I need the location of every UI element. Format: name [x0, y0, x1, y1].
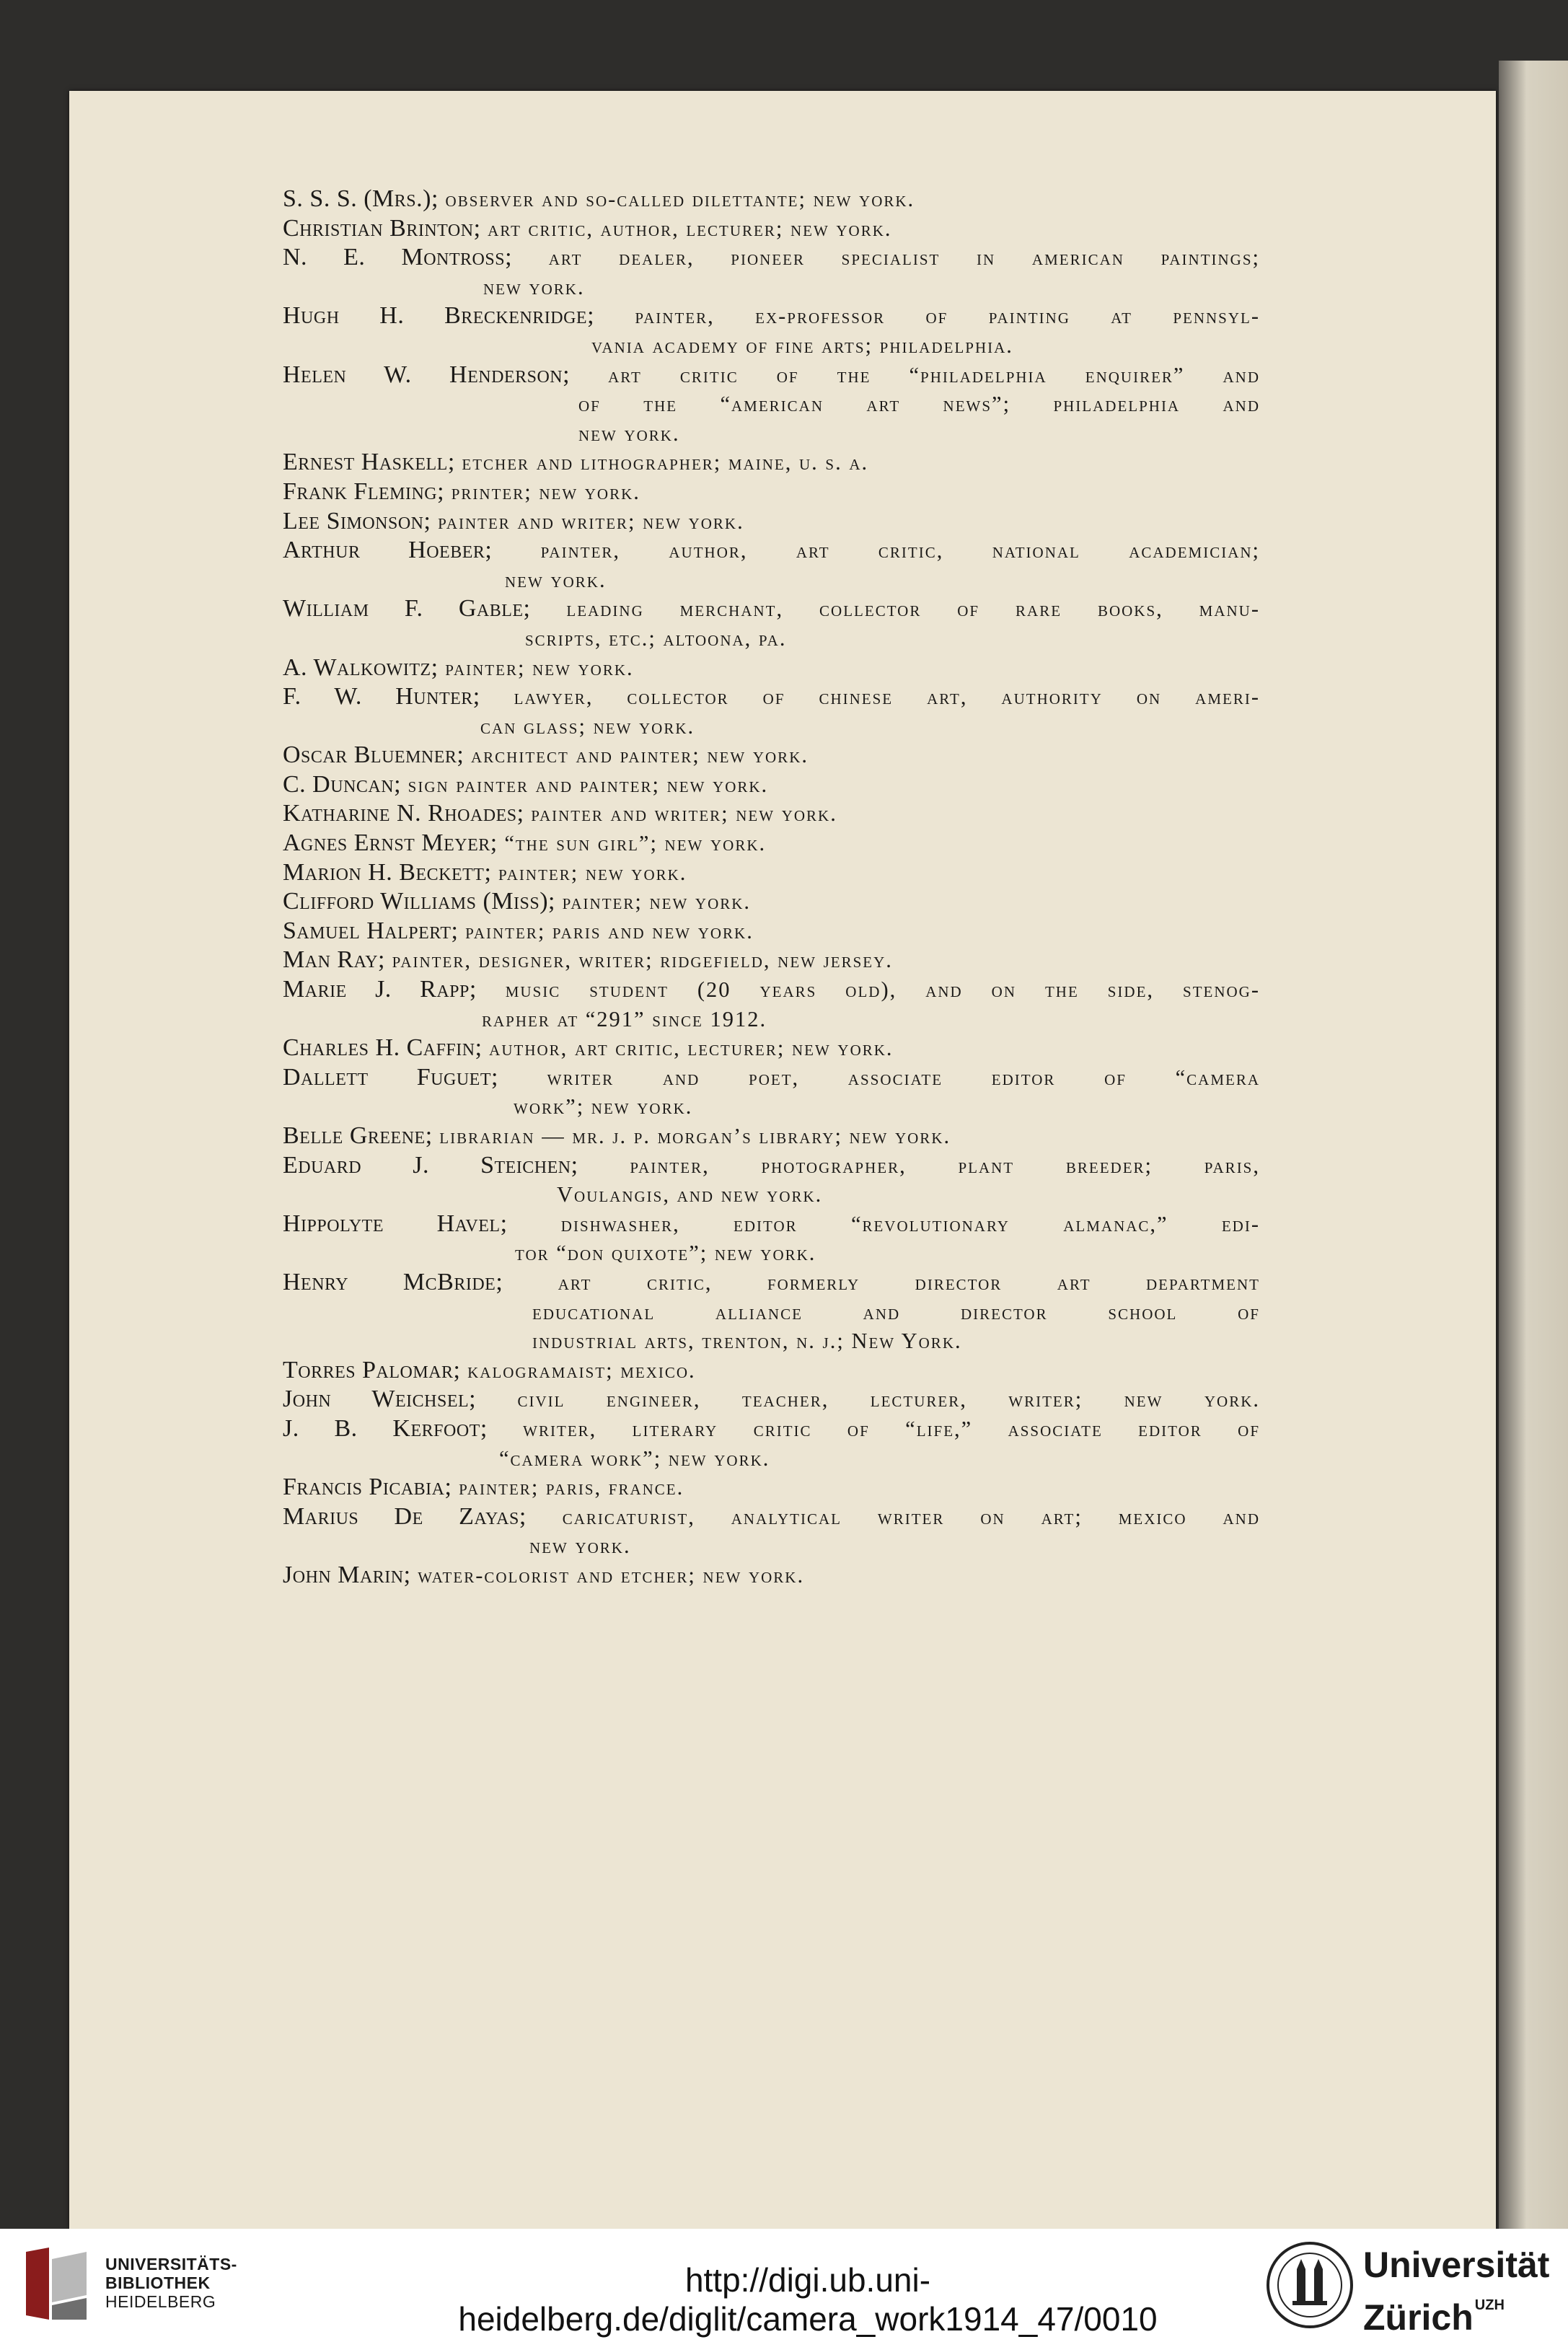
entry-line	[283, 858, 1260, 888]
entry-line	[283, 243, 1260, 273]
library-line-3: HEIDELBERG	[105, 2292, 216, 2311]
contributor-name: Helen W. Henderson;	[283, 361, 571, 388]
contributor-name: Oscar Bluemner;	[283, 741, 464, 769]
entry	[283, 536, 1260, 594]
contributor-description: work”; new york.	[514, 1094, 693, 1119]
entry	[283, 1502, 1260, 1561]
contributor-description: new york.	[529, 1533, 631, 1559]
entry-continuation-line	[482, 1005, 1260, 1034]
entry-continuation-line	[532, 1326, 1260, 1356]
contributor-name: Charles H. Caffin;	[283, 1034, 483, 1062]
contributor-name: Dallett Fuguet;	[283, 1063, 498, 1091]
entry-line	[283, 1063, 1260, 1093]
entry-continuation-line	[483, 273, 1260, 302]
entry-line	[283, 917, 1260, 946]
entry-continuation-line	[591, 331, 1260, 361]
entry	[283, 858, 1260, 888]
entry-line	[283, 1561, 1260, 1590]
contributor-description: “the sun girl”; new york.	[497, 831, 767, 856]
entry-line	[283, 1473, 1260, 1502]
entry	[283, 477, 1260, 507]
contributor-name: Arthur Hoeber;	[283, 537, 493, 564]
contributor-name: Ernest Haskell;	[283, 449, 455, 476]
entry-line	[283, 1034, 1260, 1063]
contributor-description: new york.	[578, 421, 680, 446]
entry	[283, 917, 1260, 946]
entry-line	[283, 1122, 1260, 1151]
contributor-description: vania academy of fine arts; philadelphia.	[591, 333, 1013, 358]
contributor-name: Francis Picabia;	[283, 1474, 452, 1501]
entry	[283, 594, 1260, 653]
contributor-description: writer, literary critic of “life,” associate editor of	[487, 1416, 1260, 1441]
contributor-description: painter; new york.	[555, 889, 752, 915]
entry	[283, 946, 1260, 975]
contributor-description: observer and so-called dilettante; new york.	[438, 187, 915, 211]
entry	[283, 1414, 1260, 1473]
contributor-description: tor “don quixote”; new york.	[515, 1241, 816, 1266]
entry	[283, 1473, 1260, 1502]
contributor-description: caricaturist, analytical writer on art; mexico and	[526, 1504, 1260, 1529]
contributor-description: water-colorist and etcher; new york.	[410, 1562, 805, 1588]
footer-bar	[0, 2229, 1568, 2342]
entry-line	[283, 1268, 1260, 1298]
entry-continuation-line	[505, 565, 1260, 595]
contributor-description: painter, author, art critic, national academician;	[492, 538, 1260, 563]
contributor-name: Marius De Zayas;	[283, 1502, 527, 1530]
contributor-description: painter, designer, writer; ridgefield, new jersey.	[384, 948, 893, 973]
entry-line	[283, 1385, 1260, 1414]
contributor-description: civil engineer, teacher, lecturer, writer; new york.	[476, 1387, 1260, 1412]
contributor-name: Hippolyte Havel;	[283, 1210, 508, 1237]
contributor-name: J. B. Kerfoot;	[283, 1414, 488, 1442]
entry-line	[283, 682, 1260, 712]
contributor-name: Belle Greene;	[283, 1122, 433, 1149]
entry	[283, 799, 1260, 829]
entry-line	[283, 361, 1260, 390]
contributor-description: new york.	[505, 567, 607, 592]
ub-heidelberg-label	[105, 2255, 237, 2311]
entry-line	[283, 301, 1260, 331]
ub-heidelberg-logo-icon	[20, 2245, 92, 2324]
entry	[283, 1356, 1260, 1386]
contributor-description: painter; paris and new york.	[458, 918, 754, 943]
entry	[283, 243, 1260, 301]
contributor-description: dishwasher, editor “revolutionary almanac,” edi-	[507, 1211, 1260, 1236]
contributor-name: Samuel Halpert;	[283, 917, 459, 944]
contributor-name: Man Ray;	[283, 946, 385, 974]
contributor-name: C. Duncan;	[283, 770, 402, 798]
entry-continuation-line	[515, 1238, 1260, 1268]
contributor-name: Clifford Williams (Miss);	[283, 888, 556, 915]
contributor-description: sign painter and painter; new york.	[401, 772, 769, 797]
entry	[283, 770, 1260, 800]
contributor-description: painter and writer; new york.	[431, 509, 744, 534]
uzh-label	[1363, 2245, 1549, 2338]
university-name: Zürich	[1363, 2297, 1474, 2338]
contributor-name: Frank Fleming;	[283, 477, 445, 505]
entry-continuation-line	[499, 1444, 1260, 1474]
entry	[283, 1561, 1260, 1590]
contributor-name: Torres Palomar;	[283, 1356, 461, 1383]
entry	[283, 1122, 1260, 1151]
entry-continuation-line	[557, 1180, 1260, 1210]
contributor-name: Lee Simonson;	[283, 507, 431, 534]
contributor-description: leading merchant, collector of rare books, manu-	[530, 596, 1260, 622]
contributor-description: music student (20 years old), and on the side, stenog-	[476, 977, 1261, 1003]
contributor-description: painter, photographer, plant breeder; paris,	[578, 1153, 1260, 1178]
entry	[283, 1210, 1260, 1268]
contributor-description: painter; paris, france.	[452, 1475, 684, 1500]
contributor-name: N. E. Montross;	[283, 244, 513, 271]
entry	[283, 653, 1260, 683]
contributor-description: painter; new york.	[491, 860, 687, 885]
entry-line	[283, 799, 1260, 829]
entry	[283, 1268, 1260, 1356]
contributor-description: Voulangis, and new york.	[557, 1182, 823, 1207]
university-suffix: UZH	[1474, 2297, 1505, 2313]
contributor-name: John Marin;	[283, 1561, 411, 1588]
contributor-name: John Weichsel;	[283, 1386, 477, 1413]
entry	[283, 507, 1260, 537]
entry	[283, 1034, 1260, 1063]
entry-line	[283, 477, 1260, 507]
entry-line	[283, 1356, 1260, 1386]
contributor-description: can glass; new york.	[480, 713, 695, 739]
contributor-name: Agnes Ernst Meyer;	[283, 829, 498, 857]
contributor-description: painter, ex-professor of painting at pennsyl-	[594, 304, 1260, 329]
contributor-description: art dealer, pioneer specialist in american paintings;	[512, 245, 1260, 270]
contributor-name: Christian Brinton;	[283, 214, 481, 242]
entry-line	[283, 594, 1260, 624]
source-url[interactable]: http://digi.ub.uni-heidelberg.de/diglit/camera_work1914_47/0010	[458, 2261, 1158, 2338]
entry-continuation-line	[514, 1092, 1260, 1122]
entry-line	[283, 975, 1260, 1005]
entry-line	[283, 1151, 1260, 1181]
entry-continuation-line	[578, 419, 1260, 449]
contributor-name: William F. Gable;	[283, 595, 531, 622]
contributor-description: kalogramaist; mexico.	[460, 1357, 696, 1383]
entry	[283, 214, 1260, 244]
contributor-name: S. S. S. (Mrs.);	[283, 185, 439, 212]
entry-line	[283, 770, 1260, 800]
library-line-1: UNIVERSITÄTS-	[105, 2255, 237, 2273]
contributor-description: new york.	[483, 274, 585, 299]
contributor-name: Marie J. Rapp;	[283, 976, 477, 1003]
contributor-name: Marion H. Beckett;	[283, 858, 492, 886]
entry-line	[283, 829, 1260, 858]
contributor-description: printer; new york.	[444, 479, 640, 504]
entry	[283, 1063, 1260, 1122]
contributor-description: rapher at “291” since 1912.	[482, 1006, 767, 1031]
next-page-edge	[1499, 61, 1568, 2229]
contributor-name: Henry McBride;	[283, 1268, 503, 1295]
contributor-description: art critic of the “philadelphia enquirer” and	[570, 362, 1260, 387]
entry-line	[283, 887, 1260, 917]
entry	[283, 185, 1260, 214]
contributor-name: Hugh H. Breckenridge;	[283, 302, 595, 330]
entry	[283, 1151, 1260, 1210]
entry-line	[283, 185, 1260, 214]
contributor-description: art critic, formerly director art department	[503, 1269, 1260, 1295]
contributor-name: Katharine N. Rhoades;	[283, 800, 524, 827]
contributor-name: A. Walkowitz;	[283, 653, 439, 681]
entry-line	[283, 946, 1260, 975]
entry	[283, 682, 1260, 741]
entry-line	[283, 448, 1260, 477]
contributor-name: Eduard J. Steichen;	[283, 1151, 578, 1179]
entry-continuation-line	[480, 712, 1260, 741]
contributor-description: lawyer, collector of chinese art, authority on ameri-	[480, 684, 1260, 710]
contributor-description: writer and poet, associate editor of “camera	[498, 1065, 1261, 1090]
contributor-description: painter and writer; new york.	[524, 801, 837, 827]
contributor-name: F. W. Hunter;	[283, 683, 480, 710]
contributor-description: architect and painter; new york.	[464, 743, 809, 768]
contributor-list	[283, 185, 1260, 1590]
contributor-description: author, art critic, lecturer; new york.	[482, 1036, 894, 1061]
entry	[283, 1385, 1260, 1414]
contributor-description: scripts, etc.; altoona, pa.	[525, 625, 787, 651]
entry-line	[283, 214, 1260, 244]
entry	[283, 975, 1260, 1034]
contributor-description: industrial arts, trenton, n. j.; New York.	[532, 1329, 962, 1354]
library-line-2: BIBLIOTHEK	[105, 2273, 211, 2292]
entry-continuation-line	[529, 1531, 1260, 1561]
university-line-2	[1363, 2285, 1549, 2338]
contributor-description: “camera work”; new york.	[499, 1445, 770, 1471]
university-line-1: Universität	[1363, 2245, 1550, 2285]
uzh-seal-icon	[1265, 2240, 1355, 2330]
entry-line	[283, 1210, 1260, 1239]
entry	[283, 829, 1260, 858]
contributor-description: educational alliance and director school of	[532, 1299, 1260, 1324]
entry-line	[283, 1414, 1260, 1444]
entry-continuation-line	[532, 1298, 1260, 1327]
entry-continuation-line	[525, 624, 1260, 653]
entry-line	[283, 741, 1260, 770]
contributor-description: etcher and lithographer; maine, u. s. a.	[454, 450, 869, 475]
contributor-description: painter; new york.	[438, 655, 634, 680]
contributor-description: librarian — mr. j. p. morgan’s library; new york.	[432, 1124, 951, 1148]
entry-line	[283, 507, 1260, 537]
entry-continuation-line	[578, 389, 1260, 419]
entry	[283, 741, 1260, 770]
entry	[283, 301, 1260, 360]
entry-line	[283, 653, 1260, 683]
entry-line	[283, 1502, 1260, 1532]
contributor-description: of the “american art news”; philadelphia and	[578, 392, 1260, 417]
contributor-description: art critic, author, lecturer; new york.	[480, 216, 892, 241]
entry	[283, 448, 1260, 477]
entry	[283, 887, 1260, 917]
entry-line	[283, 536, 1260, 565]
entry	[283, 361, 1260, 449]
